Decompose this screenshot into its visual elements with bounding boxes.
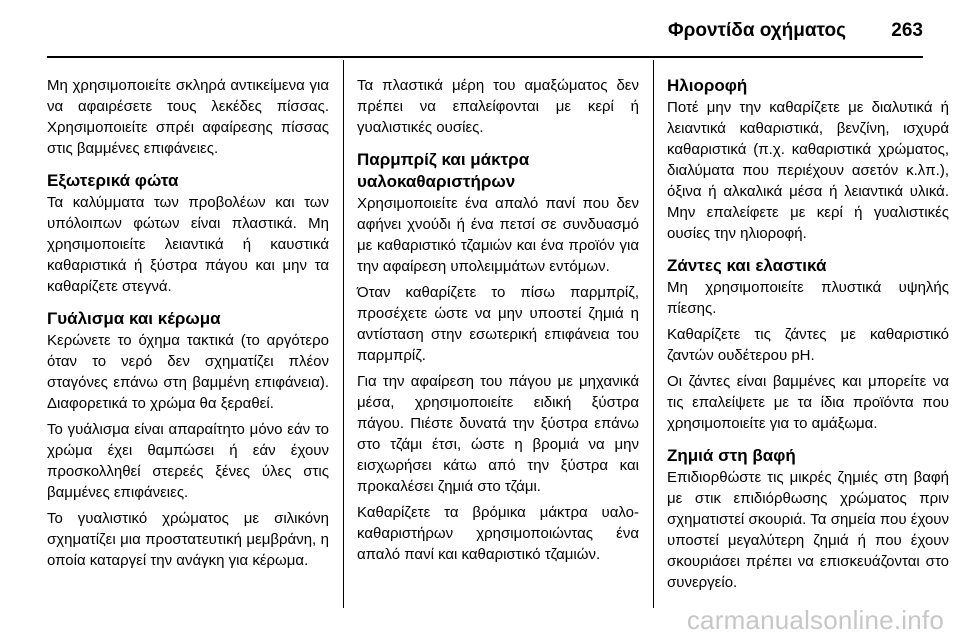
section-title: Φροντίδα οχήματος	[668, 20, 846, 41]
paragraph: Καθαρίζετε τις ζάντες με καθαριστικό ζαντών ουδέτερου pH.	[667, 326, 949, 364]
section-heading: Εξωτερικά φώτα	[47, 171, 179, 190]
column-divider	[343, 60, 344, 608]
paragraph: Τα πλαστικά μέρη του αμαξώματος δεν πρέπει να επαλείφονται με κερί ή γυαλιστικές ουσίες.	[357, 77, 639, 136]
text-column-left	[47, 75, 329, 576]
page-number: 263	[891, 20, 923, 41]
text-column-middle	[357, 75, 639, 570]
paragraph: Καθαρίζετε τα βρόμικα μάκτρα υαλοκαθαριστήρων χρησιμοποιώντας ένα απαλό πανί και καθαριστικό τζαμιών.	[357, 504, 639, 563]
header-rule	[47, 56, 923, 58]
section-heading: Ζημιά στη βαφή	[667, 446, 796, 465]
paragraph: Για την αφαίρεση του πάγου με μηχανικά μέσα, χρησιμοποιείτε ειδική ξύστρα πάγου. Πιέστε δυνατά την ξύστρα επάνω στο τζάμι έτσι, ώστε η βρομιά να μην εισχωρήσει κάτω από την ξύστρα και προκαλέσει ζημιά στο τζάμι.	[357, 373, 639, 495]
section-heading: Παρμπρίζ και μάκτρα υαλοκαθαριστήρων	[357, 150, 530, 191]
page-header	[0, 0, 960, 56]
paragraph: Όταν καθαρίζετε το πίσω παρμπρίζ, προσέχετε ώστε να μην υποστεί ζημιά η αντίσταση στην εσωτερική επιφάνεια του παρμπρίζ.	[357, 284, 639, 364]
paragraph: Ποτέ μην την καθαρίζετε με διαλυτικά ή λειαντικά καθαριστικά, βενζίνη, ισχυρά καθαριστικά (π.χ. καθαριστικά χρώματος, διαλύματα που περιέχουν ασετόν κ.λπ.), όξινα ή αλκαλικά μέσα ή λειαντικά υλικά. Μην επαλείφετε με κερί ή γυαλιστικές ουσίες την ηλιοροφή.	[667, 99, 949, 242]
paragraph: Χρησιμοποιείτε ένα απαλό πανί που δεν αφήνει χνούδι ή ένα πετσί σε συνδυασμό με καθαριστικό τζαμιών και ένα προϊόν για την αφαίρεση υπολειμμάτων εντόμων.	[357, 195, 639, 275]
section-heading: Γυάλισμα και κέρωμα	[47, 309, 221, 328]
paragraph: Επιδιορθώστε τις μικρές ζημιές στη βαφή με στικ επιδιόρθωσης χρώματος πριν σχηματιστεί σκουριά. Τα σημεία που έχουν υποστεί μεγαλύτερη ζημιά ή που έχουν σκουριάσει πρέπει να επισκευάζονται στο συνεργείο.	[667, 469, 949, 591]
paragraph: Το γυάλισμα είναι απαραίτητο μόνο εάν το χρώμα έχει θαμπώσει ή εάν έχουν προσκολληθεί στερεές ξένες ύλες στις βαμμένες επιφάνειες.	[47, 421, 329, 501]
paragraph: Οι ζάντες είναι βαμμένες και μπορείτε να τις επαλείψετε με τα ίδια προϊόντα που χρησιμοποιείτε για το αμάξωμα.	[667, 373, 949, 432]
watermark: carmanualsonline.info	[686, 605, 944, 635]
paragraph: Το γυαλιστικό χρώματος με σιλικόνη σχηματίζει μια προστατευτική μεμβράνη, η οποία καταργεί την ανάγκη για κέρωμα.	[47, 510, 329, 569]
paragraph: Μη χρησιμοποιείτε σκληρά αντικείμενα για να αφαιρέσετε τους λεκέδες πίσσας. Χρησιμοποιείτε σπρέι αφαίρεσης πίσσας στις βαμμένες επιφάνειες.	[47, 77, 329, 157]
section-heading: Ηλιοροφή	[667, 76, 748, 95]
paragraph: Μη χρησιμοποιείτε πλυστικά υψηλής πίεσης.	[667, 279, 949, 317]
column-divider	[653, 60, 654, 608]
section-heading: Ζάντες και ελαστικά	[667, 256, 827, 275]
text-column-right	[667, 75, 949, 598]
paragraph: Τα καλύμματα των προβολέων και των υπόλοιπων φώτων είναι πλαστικά. Μη χρησιμοποιείτε λειαντικά ή καυστικά καθαριστικά ή ξύστρα πάγου και μην τα καθαρίζετε στεγνά.	[47, 194, 329, 295]
paragraph: Κερώνετε το όχημα τακτικά (το αργότερο όταν το νερό δεν σχηματίζει πλέον σταγόνες επάνω στη βαμμένη επιφάνεια). Διαφορετικά το χρώμα θα ξεραθεί.	[47, 332, 329, 412]
